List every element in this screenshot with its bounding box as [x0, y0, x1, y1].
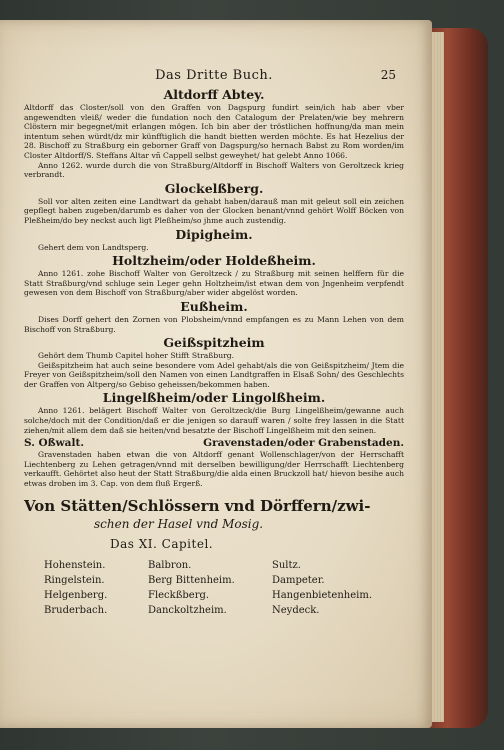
place-name: Fleckßberg. — [148, 589, 210, 601]
entry-text: Anno 1261. belägert Bischoff Walter von Geroltzeck/die Burg Lingelßheim/gewanne auch solche/doch mit der Condition/daß er die jenigen so darauff waren / solte frey lassen in die Statt ziehen/mit allem dem daß sie heiten/vnd besatzte der Bischoff Lingelßheim mit den seinen. — [24, 406, 404, 435]
entry-heading: Altdorff Abtey. — [163, 87, 265, 102]
place-name: Sultz. — [272, 559, 301, 571]
page-content — [24, 68, 404, 618]
entry-text: Soll vor alten zeiten eine Landtwart da gehabt haben/darauß man mit geleut soll ein zeichen gepflegt haben zugeben/darumb es daher von der Glocken benant/vnnd gehört Wolff Böcken von Pleßheim/do bey neckst auch ligt Pleßheim/so jhme auch zustendig. — [24, 196, 404, 225]
place-name: Danckoltzheim. — [148, 604, 227, 616]
place-name: Hohenstein. — [44, 559, 106, 571]
entry-heading: S. Oßwalt. — [24, 437, 84, 450]
entry-text: Anno 1262. wurde durch die von Straßburg/Altdorff in Bischoff Walters von Geroltzeck krieg verbrandt. — [24, 160, 404, 180]
place-list — [24, 559, 404, 618]
running-title: Das Dritte Buch. — [155, 68, 273, 83]
entry-text: Anno 1261. zohe Bischoff Walter von Geroltzeck / zu Straßburg mit seinen helffern für die Statt Straßburg/vnd schluge sein Leger gehn Holtzheim/ist etwan dem von Jngenheim verpfendt gewesen von dem Bischoff von Straßburg/aber wider abgelöst worden. — [24, 269, 404, 298]
place-name: Ringelstein. — [44, 574, 105, 586]
entry-text: Gravenstaden haben etwan die von Altdorff genant Wollenschlager/von der Herrschafft Liechtenberg zu Lehen getragen/vnnd mit derselben bewilligung/der Herrschafft Liechtenberg verkaufft. Gehörtet also heut der Statt Straßburg/die alda einen Bruckzoll hat/ hievon besihe auch etwas droben im 3. Cap. von dem fluß Ergerß. — [24, 450, 404, 489]
entry-heading: Geißspitzheim — [163, 335, 265, 351]
place-name: Helgenberg. — [44, 589, 108, 601]
entry-heading: Glockelßberg. — [164, 180, 264, 196]
section-title: schen der Hasel vnd Mosig. — [94, 516, 264, 531]
running-head — [24, 68, 404, 86]
place-name: Berg Bittenheim. — [148, 574, 235, 586]
entry-heading: Lingelßheim/oder Lingolßheim. — [102, 390, 326, 406]
place-name: Bruderbach. — [44, 604, 108, 616]
book-page — [0, 20, 432, 728]
entry-text: Gehört dem Thumb Capitel hoher Stifft Straßburg. — [38, 351, 234, 361]
entry-text: Altdorff das Closter/soll von den Graffen von Dagspurg fundirt sein/ich hab aber vber angewendten vleiß/ weder die fundation noch den Catalogum der Prelaten/wie bey mehrern Clöstern mir begegnet/mit erlangen mögen. Ich bin aber der tröstlichen hoffnung/da man mein intentum sehen würdt/dz mir künfftiglich die handt bietten werden möchte. Es hat Hezelius der 28. Bischoff zu Straßburg ein geborner Graff von Dagspurg/so hernach Babst zu Rom worden/im Closter Altdorff/S. Steffans Altar vñ Cappell selbst geweyhet/ hat gelebt Anno 1066. — [24, 103, 404, 160]
place-name: Hangenbietenheim. — [272, 589, 372, 601]
place-name: Dampeter. — [272, 574, 325, 586]
entry-heading: Holtzheim/oder Holdeßheim. — [112, 253, 316, 269]
page-number: 25 — [380, 68, 396, 82]
entry-text: Dises Dorff gehert den Zornen von Plobsheim/vnnd empfangen es zu Mann Lehen von dem Bischoff von Straßburg. — [24, 314, 404, 334]
entry-heading: Dipigheim. — [175, 226, 253, 242]
place-name: Neydeck. — [272, 604, 320, 616]
entry-heading: Eußheim. — [180, 298, 248, 314]
entry-text: Gehert dem von Landtsperg. — [38, 242, 149, 252]
place-name: Balbron. — [148, 559, 192, 571]
inline-headings — [24, 437, 404, 449]
entry-text: Geißspitzheim hat auch seine besondere vom Adel gehabt/als die von Geißspitzheim/ Jtem die Freyer von Geißspitzheim/soll den Namen von einen Landtgraffen in Elsaß Sohn/ des Geschlechts der Graffen von Altperg/so Gebiso geheissen/bekommen haben. — [24, 360, 404, 389]
section-title: Von Stätten/Schlössern vnd Dörffern/zwi- — [24, 496, 371, 515]
entry-heading: Gravenstaden/oder Grabenstaden. — [203, 437, 404, 450]
chapter-heading: Das XI. Capitel. — [110, 536, 214, 551]
